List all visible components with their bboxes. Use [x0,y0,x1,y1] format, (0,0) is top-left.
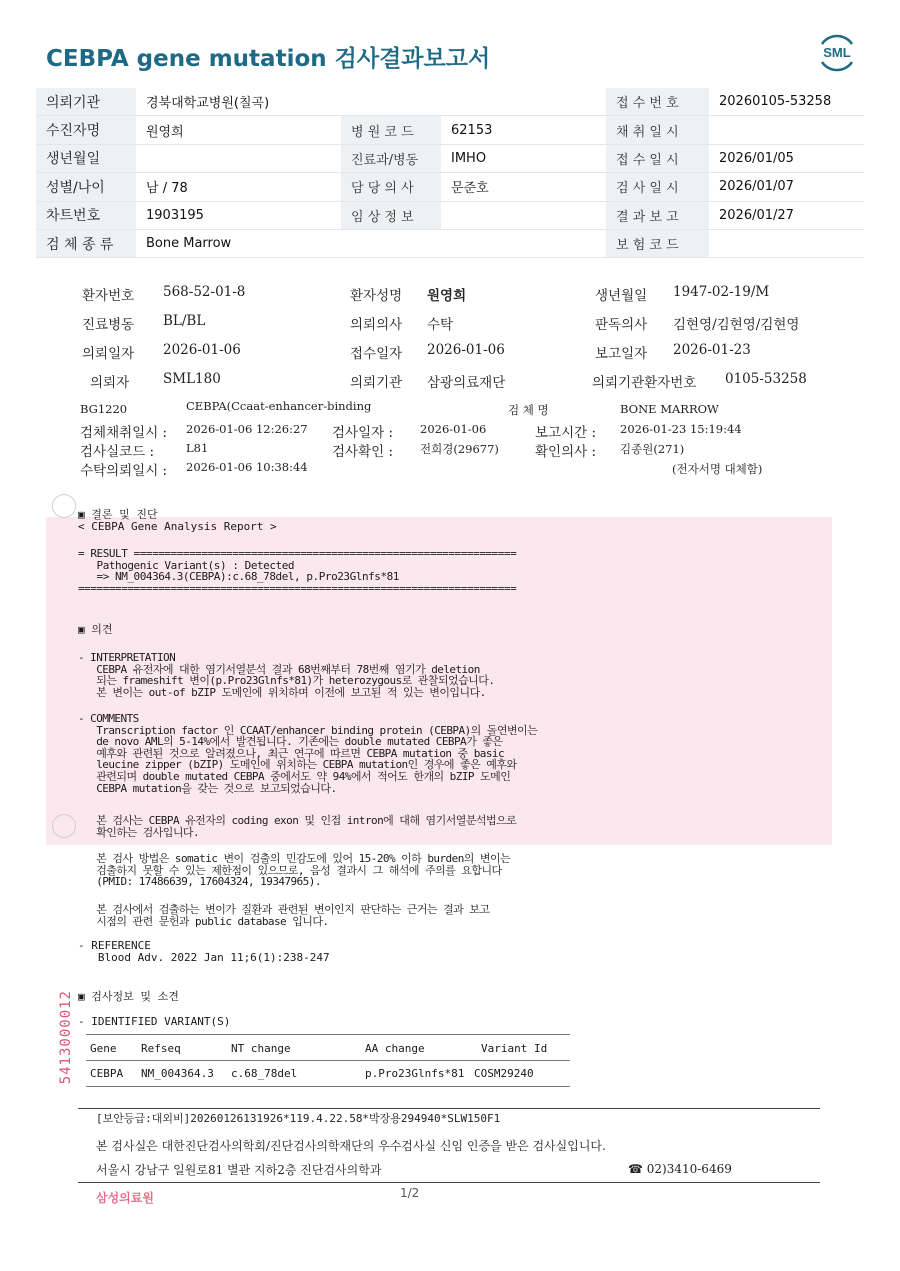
info-value [136,144,341,172]
value-inst-patient-no: 0105-53258 [725,371,807,387]
value-collect-time: 2026-01-06 12:26:27 [186,422,308,436]
value-patient-no: 568-52-01-8 [163,284,246,300]
label-report-time: 보고시간 : [535,425,597,441]
info-label: 진료과/병동 [341,144,441,172]
hospital-logo-text: 삼성의료원 [96,1191,154,1205]
info-label: 담 당 의 사 [341,173,441,201]
info-value: 2026/01/27 [709,201,864,229]
info-value: 2026/01/05 [709,144,864,172]
info-label: 의뢰기관 [36,88,136,116]
label-test-date: 검사일자 : [332,425,394,441]
label-birth: 생년월일 [595,288,648,304]
info-value: 문준호 [441,173,606,201]
label-confirm-doctor: 확인의사 : [535,444,597,460]
label-requester: 의뢰자 [90,375,130,391]
info-value: 경북대학교병원(칠곡) [136,88,341,116]
method-paragraph: 본 검사는 CEBPA 유전자의 coding exon 및 인접 intron에 대해 염기서열분석법으로 확인하는 검사입니다. [96,814,517,839]
variant-header-nt: NT change [231,1042,291,1055]
punch-hole [52,494,76,518]
label-collect-time: 검체채취일시 : [80,425,168,441]
patient-info-table [36,88,864,258]
footer-rule-bottom [78,1182,820,1183]
value-reading-doctor: 김현영/김현영/김현영 [673,317,800,333]
info-value: 원영희 [136,116,341,144]
variant-header-aa: AA change [365,1042,425,1055]
label-req-doctor: 의뢰의사 [350,317,403,333]
info-value: IMHO [441,144,606,172]
side-serial-number: 5413000012 [58,990,74,1085]
info-value: 1903195 [136,201,341,229]
page-number: 1/2 [400,1186,420,1200]
variant-rule-top [86,1034,570,1035]
section-conclusion: ▣ 결론 및 진단 < CEBPA Gene Analysis Report > [78,508,277,533]
info-value: 62153 [441,116,606,144]
variant-title: - IDENTIFIED VARIANT(S) [78,1015,231,1028]
label-report-date: 보고일자 [595,346,648,362]
variant-header-id: Variant Id [481,1042,548,1055]
test-code: BG1220 [80,402,128,416]
variant-id: COSM29240 [474,1067,534,1080]
variant-rule-mid [86,1060,570,1061]
value-consign-time: 2026-01-06 10:38:44 [186,460,308,474]
variant-nt: c.68_78del [231,1067,298,1080]
svg-text:SML: SML [823,45,851,60]
sml-logo [816,30,858,74]
value-req-institution: 삼광의료재단 [427,375,506,391]
label-lab-code: 검사실코드 : [80,444,155,460]
report-title: CEBPA gene mutation 검사결과보고서 [46,46,491,72]
info-label: 차트번호 [36,201,136,229]
info-label: 생년월일 [36,144,136,172]
info-label: 병 원 코 드 [341,116,441,144]
info-value [441,88,606,116]
info-label: 채 취 일 시 [606,116,709,144]
footer-rule-top [78,1108,820,1109]
info-value [709,229,864,257]
info-label [341,229,441,257]
lab-phone: ☎ 02)3410-6469 [628,1162,732,1176]
value-patient-name: 원영희 [427,288,467,304]
value-birth: 1947-02-19/M [673,284,770,300]
label-patient-name: 환자성명 [350,288,403,304]
value-ward: BL/BL [163,313,206,329]
value-recv-date: 2026-01-06 [427,342,505,358]
info-value [441,201,606,229]
info-value: 20260105-53258 [709,88,864,116]
label-test-confirm: 검사확인 : [332,444,394,460]
info-label: 검 사 일 시 [606,173,709,201]
label-req-institution: 의뢰기관 [350,375,403,391]
value-req-doctor: 수탁 [427,317,454,333]
info-row [36,144,864,172]
certification-text: 본 검사실은 대한진단검사의학회/진단검사의학재단의 우수검사실 신임 인증을 받은 검사실입니다. [96,1139,606,1153]
value-lab-code: L81 [186,441,209,455]
label-reading-doctor: 판독의사 [595,317,648,333]
esign-note: (전자서명 대체함) [672,462,763,476]
info-row [36,229,864,257]
info-label: 접 수 번 호 [606,88,709,116]
variant-refseq: NM_004364.3 [141,1067,214,1080]
label-ward: 진료병동 [82,317,135,333]
label-req-date: 의뢰일자 [82,346,135,362]
reference-block: - REFERENCE Blood Adv. 2022 Jan 11;6(1):238-247 [78,939,330,964]
interpretation-block: - INTERPRETATION CEBPA 유전자에 대한 염기서열분석 결과 68번째부터 78번째 염기가 deletion 되는 frameshift 변이(p.Pro23Glnfs*81)가 heterozygous로 관찰되었습니다. 본 변이는 out-of bZIP 도메인에 위치하며 이전에 보고된 적 있는 변이입니다. [78,651,495,699]
label-specimen: 검 체 명 [508,403,549,417]
value-specimen: BONE MARROW [620,402,719,416]
comments-block: - COMMENTS Transcription factor 인 CCAAT/enhancer binding protein (CEBPA)의 돌연변이는 de novo AML의 5-14%에서 발견됩니다. 기존에는 double mutated CEBPA가 좋은 예후와 관련된 것으로 알려졌으나, 최근 연구에 따르면 CEBPA mutation 중 basic leucine zipper (bZIP) 도메인에 위치하는 CEBPA mutation인 경우에 좋은 예후와 관련되며 double mutated CEBPA 중에서도 약 94%에서 적어도 한개의 bZIP 도메인 CEBPA mutation을 갖는 것으로 보고되었습니다. [78,712,538,795]
value-requester: SML180 [163,371,221,387]
info-row [36,201,864,229]
security-line: [보안등급:대외비]20260126131926*119.4.22.58*박장용294940*SLW150F1 [96,1112,501,1125]
info-value: 2026/01/07 [709,173,864,201]
info-label: 결 과 보 고 [606,201,709,229]
variant-aa: p.Pro23Glnfs*81 [365,1067,465,1080]
variant-header-gene: Gene [90,1042,117,1055]
label-inst-patient-no: 의뢰기관환자번호 [592,375,697,391]
variant-gene: CEBPA [90,1067,124,1080]
value-test-confirm: 전희경(29677) [420,442,499,456]
info-row [36,116,864,144]
section-opinion: ▣ 의견 [78,623,113,636]
value-test-date: 2026-01-06 [420,422,487,436]
info-label: 수진자명 [36,116,136,144]
result-block: = RESULT ============================================================== Pathogenic Variant(s) : Detected => NM_004364.3(CEBPA):c.68_78del, p.Pro23Glnfs*81 ======================================================================= [78,547,517,595]
label-consign-time: 수탁의뢰일시 : [80,463,168,479]
value-report-time: 2026-01-23 15:19:44 [620,422,742,436]
info-label: 임 상 정 보 [341,201,441,229]
value-confirm-doctor: 김종원(271) [620,442,685,456]
lab-address: 서울시 강남구 일원로81 별관 지하2층 진단검사의학과 [96,1163,382,1177]
info-label [341,88,441,116]
info-value [709,116,864,144]
info-row [36,88,864,116]
info-label: 성별/나이 [36,173,136,201]
label-recv-date: 접수일자 [350,346,403,362]
section-test-info: ▣ 검사정보 및 소견 [78,990,179,1003]
info-value [441,229,606,257]
variant-rule-bottom [86,1086,570,1087]
label-patient-no: 환자번호 [82,288,135,304]
info-row [36,173,864,201]
test-name: CEBPA(Ccaat-enhancer-binding [186,399,372,413]
variant-header-refseq: Refseq [141,1042,181,1055]
info-value: 남 / 78 [136,173,341,201]
info-label: 접 수 일 시 [606,144,709,172]
punch-hole [52,814,76,838]
info-label: 보 험 코 드 [606,229,709,257]
value-report-date: 2026-01-23 [673,342,751,358]
limitation-paragraph: 본 검사 방법은 somatic 변이 검출의 민감도에 있어 15-20% 이하 burden의 변이는 검출하지 못할 수 있는 제한점이 있으므로, 음성 결과시 그 해석에 주의를 요합니다 (PMID: 17486639, 17604324, 19347965). [96,852,511,889]
basis-paragraph: 본 검사에서 검출하는 변이가 질환과 관련된 변이인지 판단하는 근거는 결과 보고 시점의 관련 문헌과 public database 입니다. [96,903,490,928]
info-label: 검 체 종 류 [36,229,136,257]
info-value: Bone Marrow [136,229,341,257]
value-req-date: 2026-01-06 [163,342,241,358]
